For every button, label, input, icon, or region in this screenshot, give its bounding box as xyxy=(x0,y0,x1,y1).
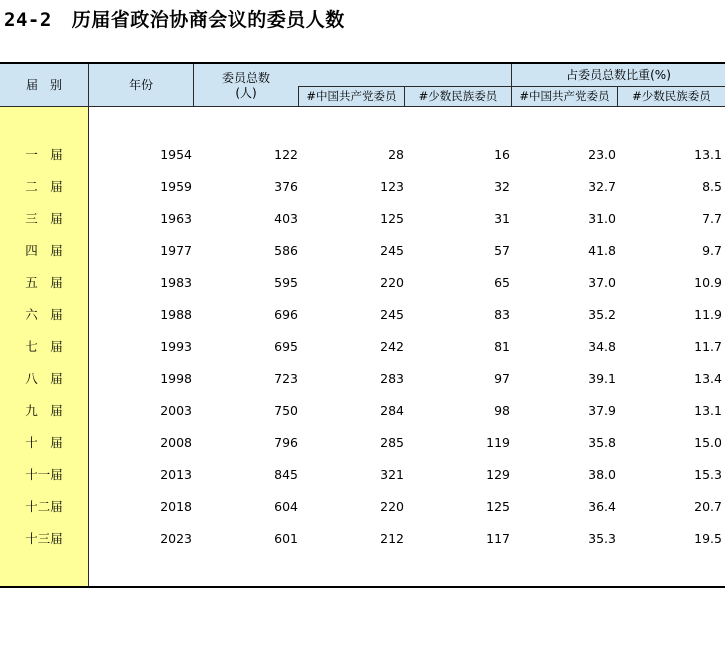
header-ratio-group: 占委员总数比重(%) xyxy=(566,67,671,82)
table-row xyxy=(0,203,725,235)
cell-jie: 七 届 xyxy=(25,339,63,354)
cell-minority-pct: 15.3 xyxy=(694,467,722,482)
cell-total: 403 xyxy=(274,211,298,226)
cell-total: 122 xyxy=(274,147,298,162)
cell-year: 1977 xyxy=(160,243,192,258)
cell-jie: 十一届 xyxy=(25,467,63,482)
cell-cpc: 285 xyxy=(380,435,404,450)
cell-minority-pct: 15.0 xyxy=(694,435,722,450)
cell-minority-pct: 13.1 xyxy=(694,403,722,418)
cell-minority: 83 xyxy=(494,307,510,322)
cell-total: 595 xyxy=(274,275,298,290)
header-total-label: 委员总数 xyxy=(221,71,270,85)
table-row xyxy=(0,459,725,491)
cell-minority: 98 xyxy=(494,403,510,418)
cell-cpc: 220 xyxy=(380,499,404,514)
cell-total: 723 xyxy=(274,371,298,386)
cell-total: 586 xyxy=(274,243,298,258)
cell-cpc-pct: 35.8 xyxy=(588,435,616,450)
cell-minority-pct: 11.9 xyxy=(694,307,722,322)
cell-jie: 二 届 xyxy=(25,179,63,194)
page-title xyxy=(4,5,345,32)
cell-jie: 十三届 xyxy=(25,531,63,546)
cell-total: 604 xyxy=(274,499,298,514)
table-title: 历届省政治协商会议的委员人数 xyxy=(71,9,345,31)
cell-minority-pct: 20.7 xyxy=(694,499,722,514)
cell-jie: 一 届 xyxy=(25,147,63,162)
table-number: 24-2 xyxy=(4,9,52,31)
table-row xyxy=(0,171,725,203)
cell-cpc-pct: 37.9 xyxy=(588,403,616,418)
cell-year: 1963 xyxy=(160,211,192,226)
cell-minority: 32 xyxy=(494,179,510,194)
cell-total: 845 xyxy=(274,467,298,482)
cell-total: 696 xyxy=(274,307,298,322)
table-row xyxy=(0,235,725,267)
cell-minority-pct: 13.4 xyxy=(694,371,722,386)
cell-cpc: 220 xyxy=(380,275,404,290)
cell-cpc: 245 xyxy=(380,307,404,322)
cell-cpc-pct: 32.7 xyxy=(588,179,616,194)
cell-jie: 十二届 xyxy=(25,499,63,514)
table-row xyxy=(0,139,725,171)
cell-cpc-pct: 34.8 xyxy=(588,339,616,354)
cell-cpc: 123 xyxy=(380,179,404,194)
header-minority: #少数民族委员 xyxy=(418,89,498,103)
cell-minority: 97 xyxy=(494,371,510,386)
cell-jie: 十 届 xyxy=(25,435,63,450)
cell-minority: 117 xyxy=(486,531,510,546)
cell-year: 1988 xyxy=(160,307,192,322)
cell-year: 2023 xyxy=(160,531,192,546)
header-total xyxy=(194,66,298,106)
cell-year: 2008 xyxy=(160,435,192,450)
header-cpc-pct: #中国共产党委员 xyxy=(519,89,610,103)
cell-total: 750 xyxy=(274,403,298,418)
cell-year: 1998 xyxy=(160,371,192,386)
cell-total: 695 xyxy=(274,339,298,354)
table-bottom-rule xyxy=(0,586,725,588)
cell-minority-pct: 13.1 xyxy=(694,147,722,162)
cell-cpc: 284 xyxy=(380,403,404,418)
cell-jie: 六 届 xyxy=(25,307,63,322)
table-row xyxy=(0,427,725,459)
cell-minority: 119 xyxy=(486,435,510,450)
cell-jie: 四 届 xyxy=(25,243,63,258)
header-minority-pct: #少数民族委员 xyxy=(632,89,711,103)
table-row xyxy=(0,363,725,395)
header-cpc: #中国共产党委员 xyxy=(306,89,397,103)
cell-total: 376 xyxy=(274,179,298,194)
cell-cpc-pct: 35.3 xyxy=(588,531,616,546)
cell-cpc: 245 xyxy=(380,243,404,258)
cell-jie: 九 届 xyxy=(25,403,63,418)
table-row xyxy=(0,395,725,427)
cell-minority-pct: 9.7 xyxy=(702,243,722,258)
cell-cpc: 28 xyxy=(388,147,404,162)
header-jie: 届 别 xyxy=(25,77,62,92)
cell-minority: 31 xyxy=(494,211,510,226)
cell-cpc-pct: 37.0 xyxy=(588,275,616,290)
cell-minority: 57 xyxy=(494,243,510,258)
cell-minority-pct: 11.7 xyxy=(694,339,722,354)
cell-minority-pct: 10.9 xyxy=(694,275,722,290)
cell-cpc: 283 xyxy=(380,371,404,386)
table-row xyxy=(0,523,725,555)
cell-year: 2018 xyxy=(160,499,192,514)
cell-minority-pct: 19.5 xyxy=(694,531,722,546)
cell-cpc-pct: 41.8 xyxy=(588,243,616,258)
cell-minority: 65 xyxy=(494,275,510,290)
cell-cpc-pct: 23.0 xyxy=(588,147,616,162)
cell-jie: 五 届 xyxy=(25,275,63,290)
table-row xyxy=(0,299,725,331)
cell-minority: 129 xyxy=(486,467,510,482)
cell-total: 796 xyxy=(274,435,298,450)
cell-cpc: 242 xyxy=(380,339,404,354)
cell-minority-pct: 7.7 xyxy=(702,211,722,226)
cell-year: 1983 xyxy=(160,275,192,290)
cell-cpc-pct: 38.0 xyxy=(588,467,616,482)
cell-minority: 125 xyxy=(486,499,510,514)
table-row xyxy=(0,267,725,299)
cell-minority-pct: 8.5 xyxy=(702,179,722,194)
cell-year: 1954 xyxy=(160,147,192,162)
cell-cpc-pct: 35.2 xyxy=(588,307,616,322)
cell-cpc: 212 xyxy=(380,531,404,546)
cell-cpc-pct: 39.1 xyxy=(588,371,616,386)
cell-cpc: 321 xyxy=(380,467,404,482)
table-row xyxy=(0,491,725,523)
cell-year: 2013 xyxy=(160,467,192,482)
header-total-unit: (人) xyxy=(235,86,257,100)
cell-jie: 八 届 xyxy=(25,371,63,386)
cell-minority: 81 xyxy=(494,339,510,354)
cell-cpc-pct: 31.0 xyxy=(588,211,616,226)
cell-year: 2003 xyxy=(160,403,192,418)
cell-year: 1959 xyxy=(160,179,192,194)
cell-minority: 16 xyxy=(494,147,510,162)
cell-cpc: 125 xyxy=(380,211,404,226)
cell-jie: 三 届 xyxy=(25,211,63,226)
table-row xyxy=(0,331,725,363)
header-year: 年份 xyxy=(128,77,153,92)
cell-total: 601 xyxy=(274,531,298,546)
cell-year: 1993 xyxy=(160,339,192,354)
cell-cpc-pct: 36.4 xyxy=(588,499,616,514)
